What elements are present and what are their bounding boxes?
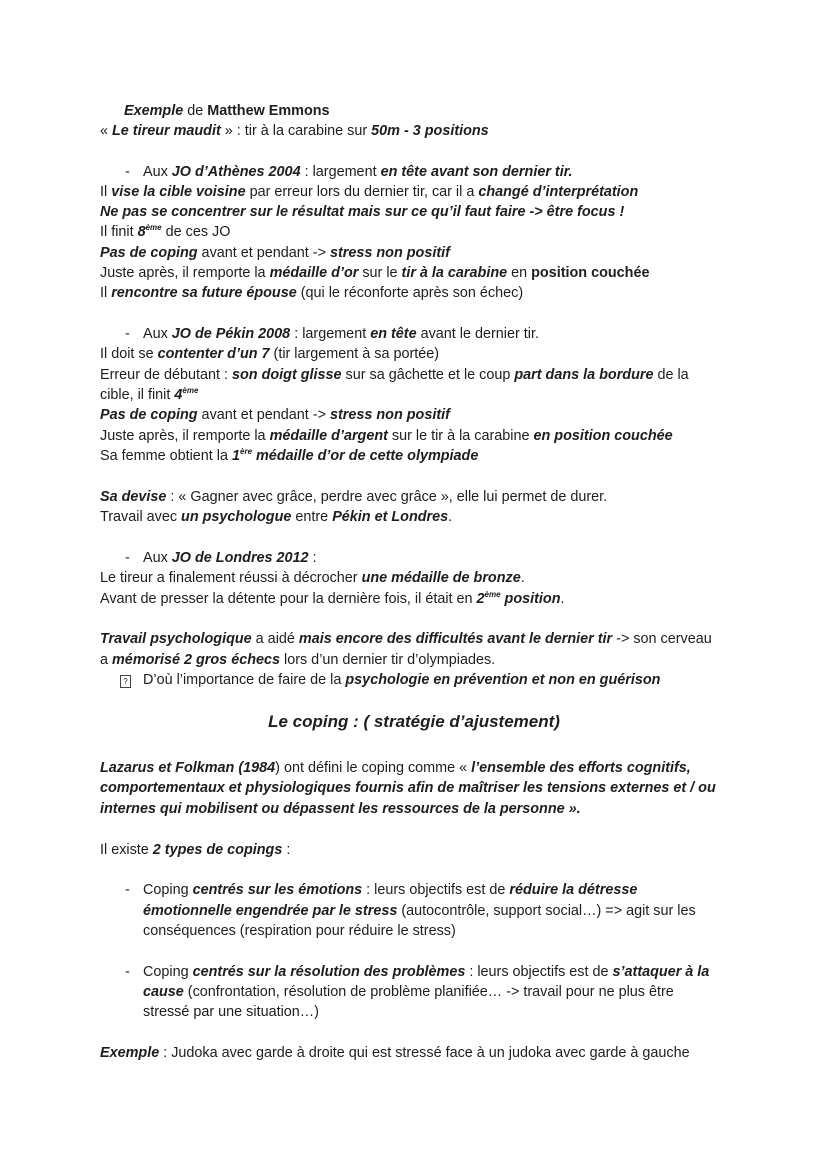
- athens-line-3: Ne pas se concentrer sur le résultat mais sur ce qu’il faut faire -> être focus !: [100, 204, 625, 220]
- bullet-dash: -: [125, 326, 130, 342]
- beijing-line-2: Il doit se contenter d’un 7 (tir largement à sa portée): [100, 346, 440, 362]
- type2-line-3: stressé par une situation…): [143, 1004, 319, 1020]
- types-line: Il existe 2 types de copings :: [100, 842, 291, 858]
- beijing-line-1: Aux JO de Pékin 2008 : largement en tête avant le dernier tir.: [143, 326, 539, 342]
- definition-line-2: comportementaux et physiologiques fournis afin de maîtriser les tensions externes et / ou: [100, 780, 716, 796]
- london-line-3: Avant de presser la détente pour la dernière fois, il était en 2ème position.: [100, 590, 565, 607]
- athens-line-7: Il rencontre sa future épouse (qui le réconforte après son échec): [100, 285, 524, 301]
- athens-line-1: Aux JO d’Athènes 2004 : largement en tête avant son dernier tir.: [143, 164, 573, 180]
- bullet-dash: -: [125, 550, 130, 566]
- london-line-2: Le tireur a finalement réussi à décrocher une médaille de bronze.: [100, 570, 525, 586]
- devise-line-1: Sa devise : « Gagner avec grâce, perdre avec grâce », elle lui permet de durer.: [100, 489, 608, 505]
- example-subtitle: « Le tireur maudit » : tir à la carabine sur 50m - 3 positions: [100, 123, 489, 139]
- athens-line-4: Il finit 8ème de ces JO: [100, 223, 231, 240]
- psy-line-1: Travail psychologique a aidé mais encore des difficultés avant le dernier tir -> son cerveau: [100, 631, 712, 647]
- section-title: Le coping : ( stratégie d’ajustement): [268, 712, 560, 731]
- beijing-line-6: Juste après, il remporte la médaille d’argent sur le tir à la carabine en position couchée: [100, 428, 673, 444]
- devise-line-2: Travail avec un psychologue entre Pékin et Londres.: [100, 509, 453, 525]
- type1-line-2: émotionnelle engendrée par le stress (autocontrôle, support social…) => agit sur les: [143, 903, 696, 919]
- definition-line-3: internes qui mobilisent ou dépassent les ressources de la personne ».: [100, 801, 581, 817]
- type2-line-1: Coping centrés sur la résolution des problèmes : leurs objectifs est de s’attaquer à la: [143, 964, 710, 980]
- type2-line-2: cause (confrontation, résolution de problème planifiée… -> travail pour ne plus être: [143, 984, 674, 1000]
- beijing-line-3: Erreur de débutant : son doigt glisse sur sa gâchette et le coup part dans la bordure de la: [100, 367, 689, 383]
- athens-line-6: Juste après, il remporte la médaille d’or sur le tir à la carabine en position couchée: [100, 265, 650, 281]
- example-judoka: Exemple : Judoka avec garde à droite qui est stressé face à un judoka avec garde à gauche: [100, 1045, 690, 1061]
- psy-line-2: a mémorisé 2 gros échecs lors d’un dernier tir d’olympiades.: [100, 652, 496, 668]
- bullet-dash: -: [125, 164, 130, 180]
- bullet-dash: -: [125, 964, 130, 980]
- type1-line-3: conséquences (respiration pour réduire le stress): [143, 923, 456, 939]
- athens-line-5: Pas de coping avant et pendant -> stress non positif: [100, 245, 450, 261]
- missing-glyph-icon: ?: [120, 675, 131, 688]
- type1-line-1: Coping centrés sur les émotions : leurs objectifs est de réduire la détresse: [143, 882, 638, 898]
- definition-line-1: Lazarus et Folkman (1984) ont défini le coping comme « l’ensemble des efforts cognitifs,: [100, 760, 691, 776]
- athens-line-2: Il vise la cible voisine par erreur lors du dernier tir, car il a changé d’interprétation: [100, 184, 639, 200]
- beijing-line-7: Sa femme obtient la 1ère médaille d’or de cette olympiade: [100, 447, 479, 464]
- beijing-line-4: cible, il finit 4ème: [100, 386, 199, 403]
- beijing-line-5: Pas de coping avant et pendant -> stress non positif: [100, 407, 450, 423]
- psy-line-3: D’où l’importance de faire de la psychologie en prévention et non en guérison: [143, 672, 661, 688]
- example-heading: Exemple de Matthew Emmons: [124, 103, 330, 119]
- london-line-1: Aux JO de Londres 2012 :: [143, 550, 317, 566]
- bullet-dash: -: [125, 882, 130, 898]
